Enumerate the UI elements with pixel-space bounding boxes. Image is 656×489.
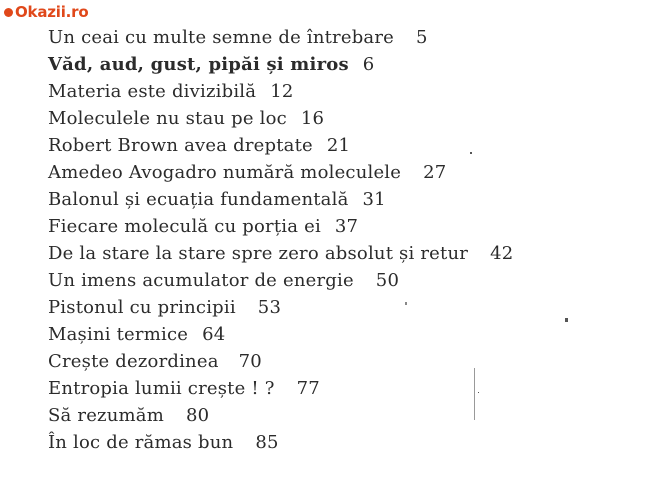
toc-title: De la stare la stare spre zero absolut și retur: [48, 243, 469, 264]
toc-entry: [48, 267, 513, 294]
toc-title: Amedeo Avogadro numără moleculele: [48, 162, 402, 183]
toc-entry: [48, 105, 513, 132]
toc-entry: [48, 402, 513, 429]
toc-page: 42: [490, 243, 514, 264]
table-of-contents: [48, 24, 513, 456]
toc-page: 80: [186, 405, 210, 426]
scan-speck: [405, 302, 407, 305]
toc-entry: [48, 24, 513, 51]
toc-page: 31: [362, 189, 386, 210]
toc-entry: [48, 186, 513, 213]
toc-page: 5: [416, 27, 428, 48]
toc-page: 64: [202, 324, 226, 345]
toc-entry: [48, 321, 513, 348]
toc-title: Să rezumăm: [48, 405, 164, 426]
toc-entry: [48, 294, 513, 321]
toc-page: 77: [296, 378, 320, 399]
scan-speck: [478, 392, 479, 393]
toc-entry: [48, 51, 513, 78]
toc-entry: [48, 429, 513, 456]
toc-title: În loc de rămas bun: [48, 432, 234, 453]
toc-title: Văd, aud, gust, pipăi și miros: [48, 54, 349, 75]
toc-title: Un ceai cu multe semne de întrebare: [48, 27, 395, 48]
toc-title: Entropia lumii crește ! ?: [48, 378, 275, 399]
toc-entry: [48, 375, 513, 402]
toc-title: Un imens acumulator de energie: [48, 270, 354, 291]
toc-entry: [48, 240, 513, 267]
toc-title: Balonul și ecuația fundamentală: [48, 189, 349, 210]
toc-page: 85: [255, 432, 279, 453]
watermark-text: Okazii.ro: [15, 3, 89, 21]
scan-speck: [565, 318, 568, 322]
toc-page: 6: [362, 54, 375, 75]
scan-speck: [474, 368, 475, 420]
toc-entry: [48, 213, 513, 240]
toc-title: Robert Brown avea dreptate: [48, 135, 313, 156]
okazii-watermark: [4, 3, 88, 21]
toc-page: 16: [300, 108, 325, 129]
toc-page: 27: [423, 162, 447, 183]
toc-page: 37: [334, 216, 359, 237]
toc-page: 12: [270, 81, 294, 102]
toc-title: Materia este divizibilă: [48, 81, 257, 102]
toc-page: 50: [375, 270, 400, 291]
toc-page: 21: [326, 135, 351, 156]
toc-entry: [48, 159, 513, 186]
toc-title: Pistonul cu principii: [48, 297, 236, 318]
toc-title: Fiecare moleculă cu porția ei: [48, 216, 321, 237]
watermark-dot-icon: [4, 8, 13, 17]
toc-title: Mașini termice: [48, 324, 189, 345]
toc-entry: [48, 348, 513, 375]
toc-page: 70: [238, 351, 262, 372]
scan-speck: [470, 152, 472, 154]
toc-entry: [48, 78, 513, 105]
toc-entry: [48, 132, 513, 159]
toc-page: 53: [257, 297, 282, 318]
toc-title: Crește dezordinea: [48, 351, 219, 372]
toc-title: Moleculele nu stau pe loc: [48, 108, 287, 129]
